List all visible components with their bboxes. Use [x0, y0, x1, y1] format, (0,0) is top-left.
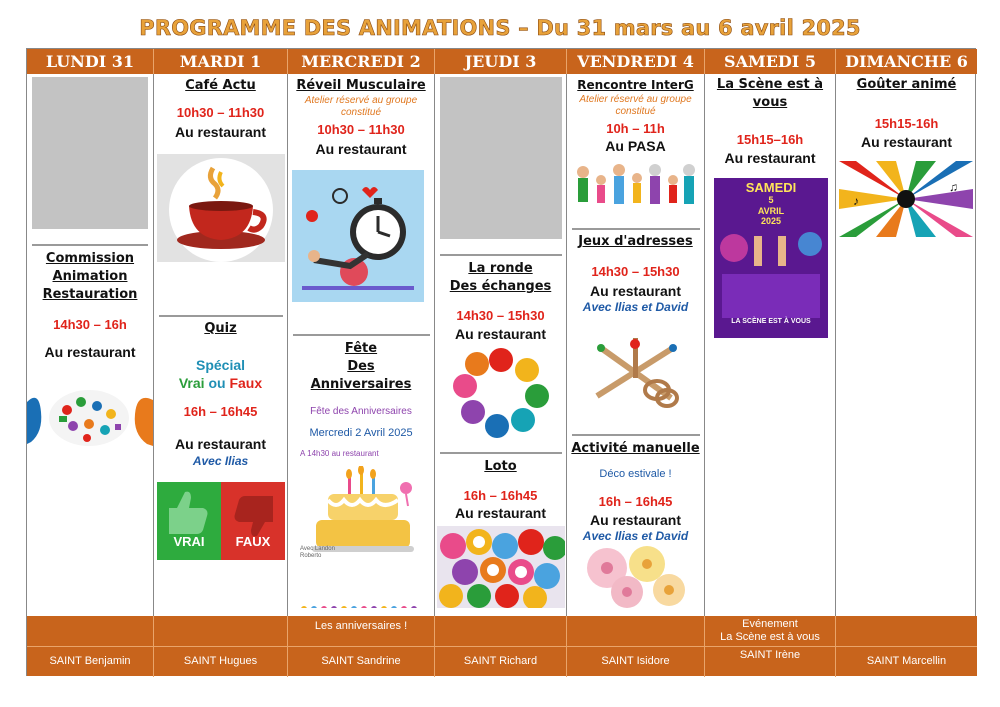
event-time: 10h30 – 11h30	[317, 122, 405, 137]
saint-tuesday: SAINT Hugues	[153, 647, 287, 677]
event-place: Au restaurant	[174, 436, 267, 452]
speech-bubble-illustration	[27, 372, 153, 467]
event-time: 14h30 – 16h	[53, 317, 127, 332]
column-wednesday	[287, 74, 434, 616]
card-time: A 14h30 au restaurant	[300, 449, 379, 458]
event-time: 15h15–16h	[736, 132, 804, 147]
column-tuesday	[153, 74, 287, 616]
saint-friday: SAINT Isidore	[566, 647, 704, 677]
event-title: Loto	[484, 459, 517, 474]
event-poster: SAMEDI 5 AVRIL 2025 LA SCÈNE EST À VOUS	[714, 178, 828, 338]
event-time: 16h – 16h45	[463, 488, 538, 503]
music-rays-illustration	[839, 161, 973, 237]
svg-text:♫: ♫	[949, 180, 958, 194]
quiz-subtitle: Vrai ou Faux	[178, 375, 263, 391]
saint-thursday: SAINT Richard	[434, 647, 566, 677]
day-header-tuesday: MARDI 1	[153, 49, 287, 74]
divider	[440, 254, 562, 256]
event-place: Au restaurant	[860, 134, 953, 150]
schedule-grid	[26, 48, 976, 676]
thumbs-down-icon: FAUX	[221, 482, 285, 560]
day-header-thursday: JEUDI 3	[434, 49, 566, 74]
dot-border	[300, 600, 424, 608]
bingo-balls-illustration	[437, 526, 565, 608]
event-place: Au PASA	[605, 138, 666, 154]
paper-fans-illustration	[585, 544, 687, 610]
event-time: 10h30 – 11h30	[176, 105, 265, 120]
event-note: Atelier réservé au groupe constitué	[579, 94, 692, 117]
event-title: Réveil Musculaire	[296, 78, 426, 93]
column-saturday	[704, 74, 835, 616]
empty-slot	[32, 77, 148, 229]
divider	[32, 244, 148, 246]
event-place: Au restaurant	[315, 141, 407, 157]
event-place: Au restaurant	[174, 124, 267, 140]
day-header-wednesday: MERCREDI 2	[287, 49, 434, 74]
page-title: PROGRAMME DES ANIMATIONS – Du 31 mars au 6 avril 2025	[139, 16, 861, 40]
speech-ring-illustration	[451, 346, 551, 438]
event-host: Avec Ilias et David	[582, 529, 689, 543]
family-illustration	[573, 160, 699, 216]
card-title: Fête des Anniversaires	[310, 406, 412, 417]
event-place: Au restaurant	[589, 512, 682, 528]
event-time: 15h15-16h	[874, 116, 939, 131]
event-title: Commission Animation Restauration	[42, 251, 138, 302]
column-monday	[27, 74, 153, 616]
empty-slot	[440, 77, 562, 239]
event-host: Avec Ilias	[192, 454, 249, 468]
event-time: 16h – 16h45	[183, 404, 258, 419]
card-host: Avec Landon Roberto	[300, 546, 335, 559]
event-title: Rencontre InterG	[577, 78, 694, 92]
divider	[440, 452, 562, 454]
event-title: La ronde Des échanges	[449, 261, 552, 294]
day-header-friday: VENDREDI 4	[566, 49, 704, 74]
event-title: Activité manuelle	[571, 441, 700, 456]
events-cell-monday	[27, 616, 153, 646]
event-host: Avec Ilias et David	[582, 300, 689, 314]
saint-sunday: SAINT Marcellin	[835, 647, 977, 677]
event-title: La Scène est à vous	[716, 77, 824, 110]
divider	[159, 315, 283, 317]
events-cell-thursday	[434, 616, 566, 646]
events-cell-tuesday	[153, 616, 287, 646]
svg-text:♪: ♪	[853, 194, 859, 208]
column-friday	[566, 74, 704, 616]
event-title: Jeux d'adresses	[578, 234, 693, 249]
event-title: Goûter animé	[856, 77, 957, 92]
event-time: 10h – 11h	[606, 121, 665, 136]
events-bar	[27, 616, 977, 646]
saint-monday: SAINT Benjamin	[49, 655, 131, 667]
event-place: Au restaurant	[454, 326, 547, 342]
event-time: 16h – 16h45	[598, 494, 673, 509]
event-place: Au restaurant	[454, 505, 547, 521]
day-header-saturday: SAMEDI 5	[704, 49, 835, 74]
events-cell-wednesday: Les anniversaires !	[287, 616, 434, 646]
event-title: Fête Des Anniversaires	[310, 341, 412, 392]
divider	[572, 434, 700, 436]
events-cell-sunday	[835, 616, 977, 646]
saint-wednesday: SAINT Sandrine	[287, 647, 434, 677]
events-cell-friday	[566, 616, 704, 646]
column-sunday	[835, 74, 977, 616]
coffee-cup-illustration	[157, 154, 285, 262]
event-title: Quiz	[204, 321, 237, 336]
saints-bar	[27, 646, 977, 676]
fitness-illustration	[292, 170, 424, 302]
divider	[293, 334, 430, 336]
quiz-special: Spécial	[195, 357, 246, 373]
event-note: Atelier réservé au groupe constitué	[304, 95, 418, 118]
event-place: Au restaurant	[724, 150, 816, 166]
event-place: Au restaurant	[44, 344, 136, 360]
event-time: 14h30 – 15h30	[456, 308, 545, 323]
event-time: 14h30 – 15h30	[591, 264, 680, 279]
day-header-monday: LUNDI 31	[27, 49, 153, 74]
column-thursday	[434, 74, 566, 616]
divider	[572, 228, 700, 230]
thumbs-up-icon: VRAI	[157, 482, 221, 560]
day-header-sunday: DIMANCHE 6	[835, 49, 977, 74]
saint-saturday: SAINT Irène	[704, 647, 835, 677]
card-date: Mercredi 2 Avril 2025	[309, 427, 413, 439]
events-cell-saturday: Evénement La Scène est à vous	[704, 616, 835, 646]
ring-toss-illustration	[587, 318, 683, 410]
event-title: Café Actu	[185, 78, 256, 93]
event-subtitle: Déco estivale !	[599, 468, 672, 480]
event-place: Au restaurant	[589, 283, 682, 299]
